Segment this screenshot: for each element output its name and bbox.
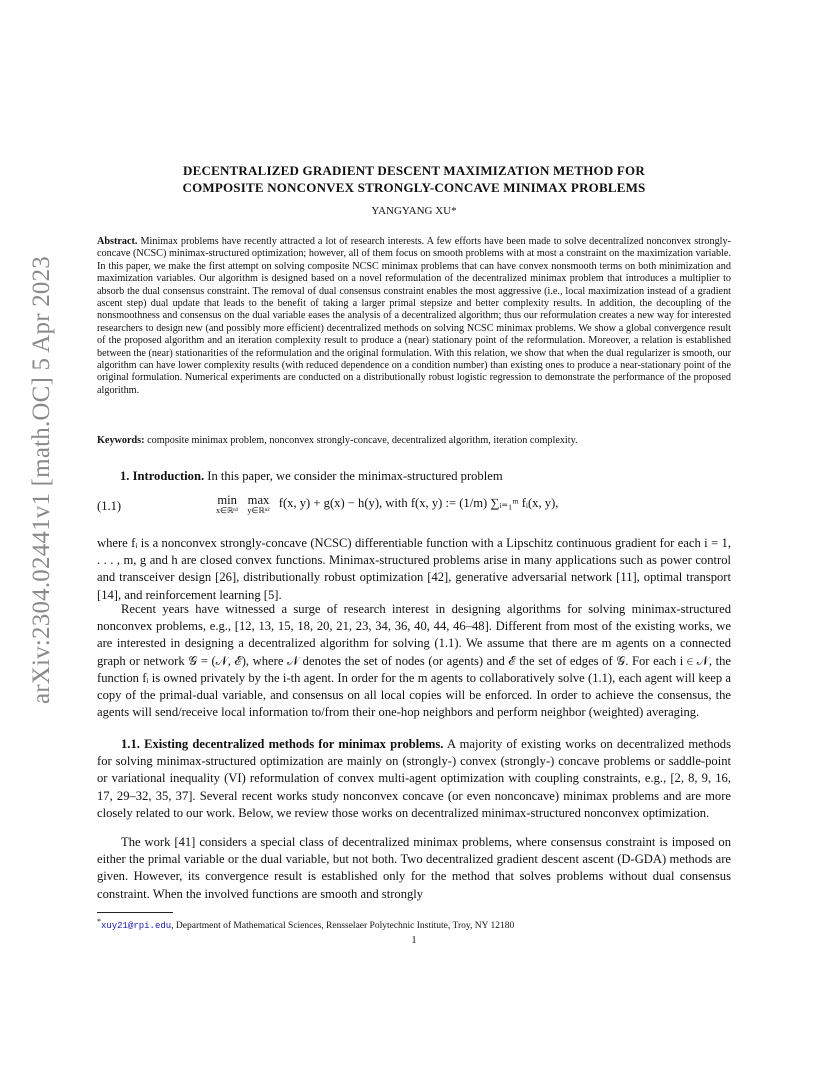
arxiv-side-stamp <box>22 255 62 705</box>
abstract-label: Abstract. <box>97 236 138 247</box>
abstract <box>97 236 731 397</box>
subsection-heading: 1.1. Existing decentralized methods for minimax problems. <box>121 737 444 751</box>
equation-body: f(x, y) + g(x) − h(y), with f(x, y) := (1/m) ∑ᵢ₌₁ᵐ fᵢ(x, y), <box>278 496 559 510</box>
footnote-affiliation: , Department of Mathematical Sciences, Rensselaer Polytechnic Institute, Troy, NY 12180 <box>171 921 515 932</box>
paragraph-4: The work [41] considers a special class of decentralized minimax problems, where consensus constraint is imposed on either the primal variable or the dual variable, but not both. Two decentralized gradient descent ascent (D-GDA) methods are given. However, its convergence result is established only for the method that solves problems without dual consensus constraint. When the involved functions are smooth and strongly <box>97 835 731 901</box>
page-number: 1 <box>411 935 417 946</box>
footnote-mark: * <box>97 917 101 926</box>
keywords <box>97 435 731 447</box>
author-name: YANGYANG XU* <box>371 205 457 217</box>
arxiv-identifier: arXiv:2304.02441v1 [math.OC] 5 Apr 2023 <box>28 255 55 705</box>
paragraph-3 <box>97 736 731 822</box>
section-1-lead: In this paper, we consider the minimax-structured problem <box>207 469 503 483</box>
equation-min: min x∈ℝⁿ¹ <box>216 493 239 515</box>
footnote-email-link[interactable]: xuy21@rpi.edu <box>100 921 172 932</box>
footnote <box>97 917 731 931</box>
section-1-heading <box>120 469 503 484</box>
paragraph-3-text: A majority of existing works on decentralized methods for solving minimax-structured optimization are mainly on (strongly-) convex (strongly-) concave problems or saddle-point or variational inequality (VI) reformulation of convex multi-agent optimization with coupling constraints, e.g., [2, 8, 9, 16, 17, 29–32, 35, 37]. Several recent works study nonconvex concave (or even nonconcave) minimax problems and are more closely related to our work. Below, we review those works on decentralized minimax-structured nonconvex optimization. <box>97 737 731 820</box>
equation-1-1 <box>216 494 716 524</box>
paper-title <box>95 162 733 196</box>
footnote-rule <box>97 912 173 913</box>
paragraph-1: where fᵢ is a nonconvex strongly-concave (NCSC) differentiable function with a Lipschitz continuous gradient for each i = 1, . . . , m, g and h are closed convex functions. Minimax-structured problems arise in many applications such as power control and transceiver design [26], distributionally robust optimization [42], generative adversarial network [11], optimal transport [14], and reinforcement learning [5]. <box>97 536 731 602</box>
paragraph-2: Recent years have witnessed a surge of research interest in designing algorithms for solving minimax-structured nonconvex problems, e.g., [12, 13, 15, 18, 20, 21, 23, 34, 36, 40, 44, 46–48]. Different from most of the existing works, we are interested in designing a decentralized algorithm for solving (1.1). We assume that there are m agents on a connected graph or network 𝒢 = (𝒩, ℰ), where 𝒩 denotes the set of nodes (or agents) and ℰ the set of edges of 𝒢. For each i ∈ 𝒩, the function fᵢ is owned privately by the i-th agent. In order for the m agents to collaboratively solve (1.1), each agent will keep a copy of the primal-dual variable, and consensus on all local copies will be enforced. In order to achieve the consensus, the agents will send/receive local information to/from their one-hop neighbors and perform neighbor (weighted) averaging. <box>97 602 731 720</box>
equation-max: max y∈ℝⁿ² <box>247 493 270 515</box>
section-1-number: 1. Introduction. <box>120 469 205 483</box>
title-line-2: COMPOSITE NONCONVEX STRONGLY-CONCAVE MINIMAX PROBLEMS <box>182 180 646 195</box>
keywords-label: Keywords: <box>97 435 145 446</box>
abstract-text: Minimax problems have recently attracted a lot of research interests. A few efforts have been made to solve decentralized nonconvex strongly-concave (NCSC) minimax-structured optimization; however, all of them focus on smooth problems with at most a constraint on the maximization variable. In this paper, we make the first attempt on solving composite NCSC minimax problems that can have convex nonsmooth terms on both minimization and maximization variables. Our algorithm is designed based on a novel reformulation of the decentralized minimax problem that introduces a multiplier to absorb the dual consensus constraint. The removal of dual consensus constraint enables the most aggressive (i.e., local maximization instead of a gradient ascent step) dual update that leads to the benefit of taking a larger primal stepsize and better complexity results. In addition, the decoupling of the nonsmoothness and consensus on the dual variable eases the analysis of a decentralized algorithm; thus our reformulation creates a new way for interested researchers to design new (and possibly more efficient) decentralized methods on solving NCSC minimax problems. We show a global convergence result of the proposed algorithm and an iteration complexity result to produce a (near) stationary point of the reformulation. Moreover, a relation is established between the (near) stationarities of the reformulation and the original formulation. With this relation, we show that when the dual regularizer is smooth, our algorithm can have lower complexity results (with reduced dependence on a condition number) than existing ones to produce a near-stationary point of the original formulation. Numerical experiments are conducted on a distributionally robust logistic regression to demonstrate the performance of the proposed algorithm. <box>97 236 731 396</box>
title-line-1: DECENTRALIZED GRADIENT DESCENT MAXIMIZATION METHOD FOR <box>183 163 645 178</box>
keywords-text: composite minimax problem, nonconvex strongly-concave, decentralized algorithm, iteration complexity. <box>147 435 578 446</box>
equation-number: (1.1) <box>97 499 122 513</box>
